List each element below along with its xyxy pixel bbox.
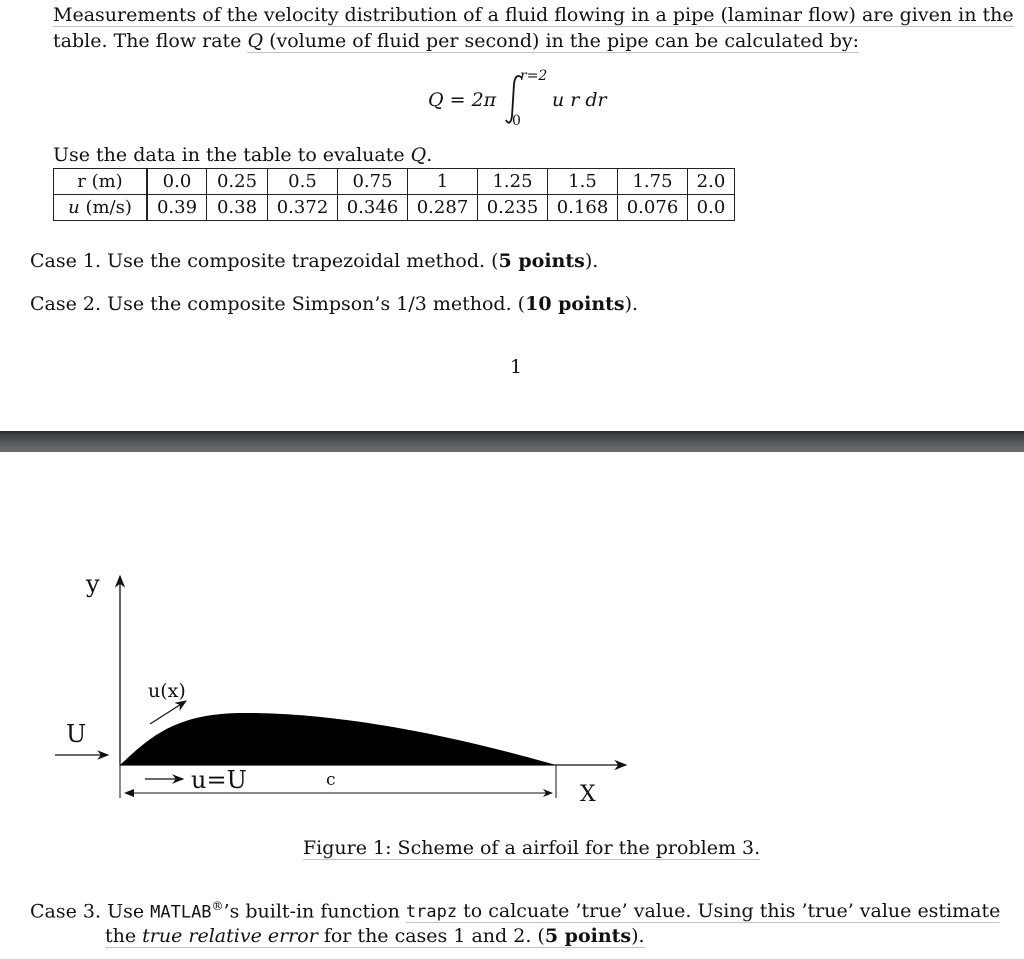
chord-arrow-left-icon <box>124 789 134 797</box>
formula-lhs: Q = 2π <box>428 89 497 111</box>
case-3-line-1: Case 3. Use MATLAB®’s built-in function trapz to calcuate ’true’ value. Using this ’true’ value estimate <box>30 899 1001 923</box>
formula-upper-limit: r=2 <box>520 68 548 84</box>
table-cell: 0.287 <box>408 195 478 221</box>
uU-label: u=U <box>191 766 247 794</box>
U-label: U <box>66 720 87 748</box>
table-cell: 0.372 <box>268 195 338 221</box>
table-row-u <box>54 195 735 221</box>
case-1: Case 1. Use the composite trapezoidal method. (5 points). <box>30 250 599 272</box>
table-cell: 1.75 <box>618 169 688 195</box>
ux-arrow <box>150 701 186 724</box>
airfoil-figure <box>0 452 1024 822</box>
table-cell: 0.168 <box>548 195 618 221</box>
use-data-line: Use the data in the table to evaluate Q. <box>53 144 433 166</box>
table-row-r <box>54 169 735 195</box>
case-2: Case 2. Use the composite Simpson’s 1/3 method. (10 points). <box>30 293 639 315</box>
table-cell: 2.0 <box>688 169 735 195</box>
intro-line-1: Measurements of the velocity distribution of a fluid flowing in a pipe (laminar flow) are given in the <box>53 4 1014 26</box>
table-header-r: r (m) <box>54 169 148 195</box>
airfoil-shape <box>120 713 556 765</box>
table-cell: 0.235 <box>478 195 548 221</box>
table-cell: 0.346 <box>338 195 408 221</box>
table-cell: 0.0 <box>147 169 207 195</box>
figure-caption: Figure 1: Scheme of a airfoil for the problem 3. <box>303 837 761 859</box>
table-cell: 0.076 <box>618 195 688 221</box>
formula-lower-limit: 0 <box>512 113 521 129</box>
table-cell: 0.5 <box>268 169 338 195</box>
c-label: c <box>326 770 336 790</box>
table-header-u: u (m/s) <box>54 195 148 221</box>
formula-integrand: u r dr <box>552 89 607 111</box>
table-cell: 0.39 <box>147 195 207 221</box>
y-label: y <box>86 570 100 598</box>
page-divider <box>0 431 1024 452</box>
table-cell: 0.38 <box>207 195 268 221</box>
flow-rate-formula <box>428 68 628 130</box>
intro-line-2: table. The flow rate Q (volume of fluid per second) in the pipe can be calculated by: <box>53 30 860 52</box>
velocity-table <box>53 168 735 221</box>
table-cell: 0.0 <box>688 195 735 221</box>
case-3-line-2: the true relative error for the cases 1 and 2. (5 points). <box>105 925 645 947</box>
x-label: X <box>580 782 596 807</box>
table-cell: 1 <box>408 169 478 195</box>
table-cell: 0.25 <box>207 169 268 195</box>
table-cell: 0.75 <box>338 169 408 195</box>
table-cell: 1.25 <box>478 169 548 195</box>
table-cell: 1.5 <box>548 169 618 195</box>
ux-label: u(x) <box>148 680 186 702</box>
page-number: 1 <box>510 356 523 378</box>
